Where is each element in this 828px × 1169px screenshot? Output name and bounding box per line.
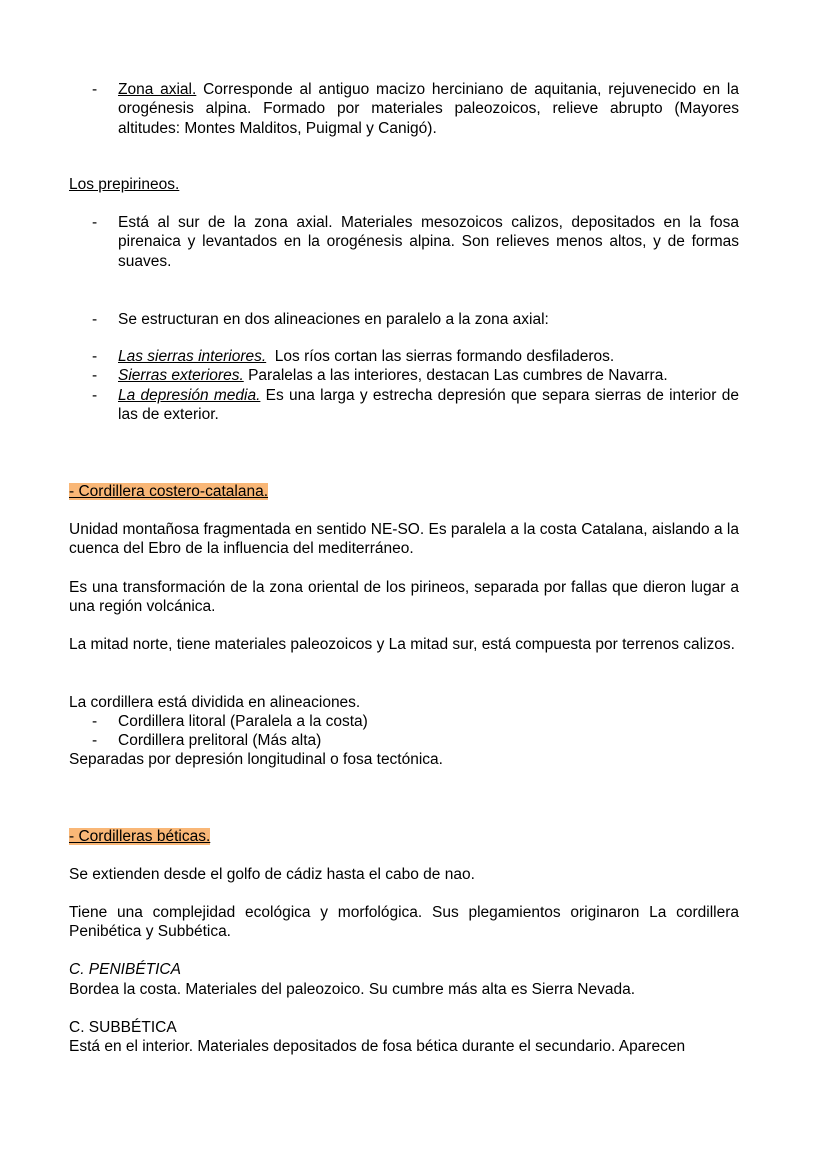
zona-axial-text <box>118 80 739 138</box>
penibetica-text: Bordea la costa. Materiales del paleozoico. Su cumbre más alta es Sierra Nevada. <box>69 981 636 998</box>
alineacion-text <box>118 366 739 385</box>
costero-catalana-p4: La cordillera está dividida en alineaciones. <box>69 694 361 711</box>
costero-catalana-p3: La mitad norte, tiene materiales paleozoicos y La mitad sur, está compuesta por terrenos calizos. <box>69 636 735 653</box>
penibetica-title-text: C. PENIBÉTICA <box>69 961 181 978</box>
alineacion-sierras-exteriores <box>92 366 739 385</box>
zona-axial-body: Corresponde al antiguo macizo herciniano de aquitania, rejuvenecido en la orogénesis alpina. Formado por materiales paleozoicos, relieve abrupto (Mayores altitudes: Montes Malditos, Puigmal y Canigó). <box>118 81 739 137</box>
bullet-dash: - <box>92 348 98 365</box>
costero-catalana-p1: Unidad montañosa fragmentada en sentido NE-SO. Es paralela a la costa Catalana, aislando a la cuenca del Ebro de la influencia del mediterráneo. <box>69 521 739 558</box>
costero-catalana-heading-text: - Cordillera costero-catalana. <box>69 483 269 500</box>
zona-axial-item <box>92 80 739 138</box>
bullet-dash: - <box>92 214 98 231</box>
bullet-dash: - <box>92 387 98 404</box>
costero-catalana-heading <box>69 482 739 501</box>
prepirineos-item-2 <box>92 310 739 329</box>
prepirineos-item-1 <box>92 213 739 271</box>
bullet-dash: - <box>92 367 98 384</box>
costero-catalana-p5: Separadas por depresión longitudinal o fosa tectónica. <box>69 751 443 768</box>
prepirineos-item-1-text: Está al sur de la zona axial. Materiales mesozoicos calizos, depositados en la fosa pirenaica y levantados en la orogénesis alpina. Son relieves menos altos, y de formas suaves. <box>118 214 739 270</box>
prepirineos-item-2-text: Se estructuran en dos alineaciones en paralelo a la zona axial: <box>118 311 549 328</box>
beticas-heading-text: - Cordilleras béticas. <box>69 828 211 845</box>
subbetica-text: Está en el interior. Materiales depositados de fosa bética durante el secundario. Aparecen <box>69 1038 686 1055</box>
alineacion-depresion-media <box>92 386 739 425</box>
prepirineos-heading-text: Los prepirineos. <box>69 176 180 193</box>
bullet-dash: - <box>92 732 98 749</box>
penibetica-title <box>69 960 739 979</box>
alineacion-body: Los ríos cortan las sierras formando desfiladeros. <box>266 348 615 365</box>
costero-catalana-p2: Es una transformación de la zona oriental de los pirineos, separada por fallas que dieron lugar a una región volcánica. <box>69 579 739 616</box>
alineacion-label: Las sierras interiores. <box>118 348 267 365</box>
alineacion-label: Sierras exteriores. <box>118 367 244 384</box>
bullet-dash: - <box>92 311 98 328</box>
beticas-p1: Se extienden desde el golfo de cádiz hasta el cabo de nao. <box>69 866 475 883</box>
alineacion-text <box>118 347 739 366</box>
alineacion-label: La depresión media. <box>118 387 261 404</box>
alineacion-body: Es una larga y estrecha depresión que separa sierras de interior de las de exterior. <box>118 387 739 424</box>
bullet-dash: - <box>92 713 98 730</box>
alineacion-text <box>118 386 739 425</box>
beticas-p2: Tiene una complejidad ecológica y morfológica. Sus plegamientos originaron La cordillera Penibética y Subbética. <box>69 904 739 941</box>
zona-axial-label: Zona axial. <box>118 81 197 98</box>
bullet-dash: - <box>92 81 98 98</box>
costero-list-item-1-text: Cordillera litoral (Paralela a la costa) <box>118 713 368 730</box>
alineacion-body: Paralelas a las interiores, destacan Las cumbres de Navarra. <box>243 367 668 384</box>
beticas-heading <box>69 827 739 846</box>
prepirineos-heading <box>69 175 739 194</box>
costero-list-item-2-text: Cordillera prelitoral (Más alta) <box>118 732 322 749</box>
costero-list-item-1 <box>92 712 368 731</box>
subbetica-title: C. SUBBÉTICA <box>69 1019 177 1036</box>
alineacion-sierras-interiores <box>92 347 739 366</box>
costero-list-item-2 <box>92 731 321 750</box>
